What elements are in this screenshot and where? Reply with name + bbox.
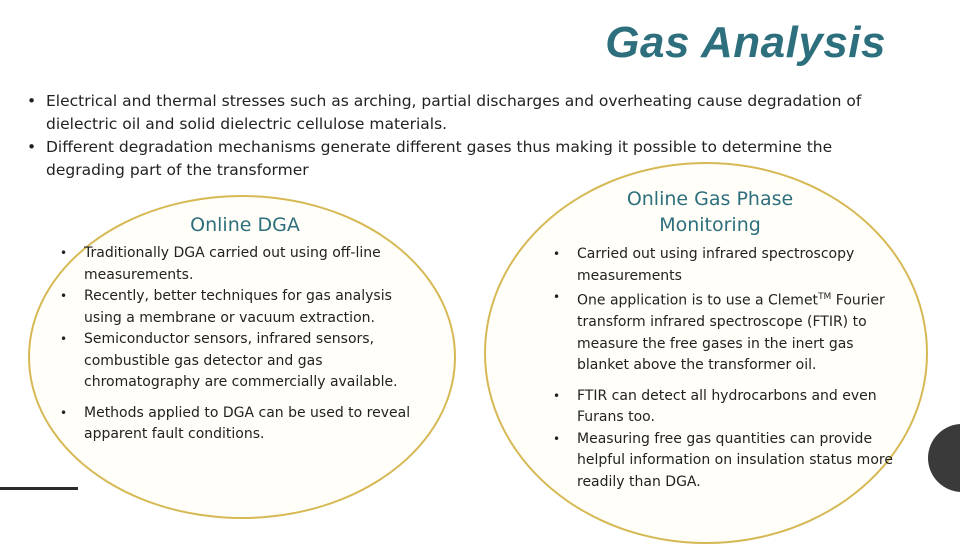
decorative-dark-circle [928,424,960,492]
online-dga-heading: Online DGA [190,214,300,236]
online-gas-phase-list [553,244,909,493]
decorative-line [0,487,78,490]
heading-line: Monitoring [659,214,761,236]
list-item: • Measuring free gas quantities can provide helpful information on insulation status more readily than DGA. [553,429,909,494]
slide-title: Gas Analysis [605,18,886,67]
heading-line: Online Gas Phase [626,188,794,210]
list-item: • Recently, better techniques for gas analysis using a membrane or vacuum extraction. [60,286,430,329]
online-gas-phase-heading [600,186,820,238]
list-item: • Methods applied to DGA can be used to reveal apparent fault conditions. [60,403,430,446]
list-item [553,287,909,377]
intro-bullet: • Electrical and thermal stresses such as arching, partial discharges and overheating cause degradation of dielectric oil and solid dielectric cellulose materials. [22,90,902,136]
trademark-superscript: TM [818,292,832,302]
list-item: • FTIR can detect all hydrocarbons and even Furans too. [553,386,909,429]
intro-bullet: • Different degradation mechanisms generate different gases thus making it possible to determine the degrading part of the transformer [22,136,902,182]
list-item: • Traditionally DGA carried out using off-line measurements. [60,243,430,286]
text-segment: One application is to use a Clemet [577,292,819,309]
list-item: • Semiconductor sensors, infrared sensors, combustible gas detector and gas chromatography are commercially available. [60,329,430,394]
online-dga-list [60,243,430,446]
text-segment: Fourier transform infrared spectroscope (FTIR) to measure the free gases in the inert gas blanket above the transformer oil. [577,292,885,374]
list-item: • Carried out using infrared spectroscopy measurements [553,244,909,287]
intro-bullets [22,90,902,182]
